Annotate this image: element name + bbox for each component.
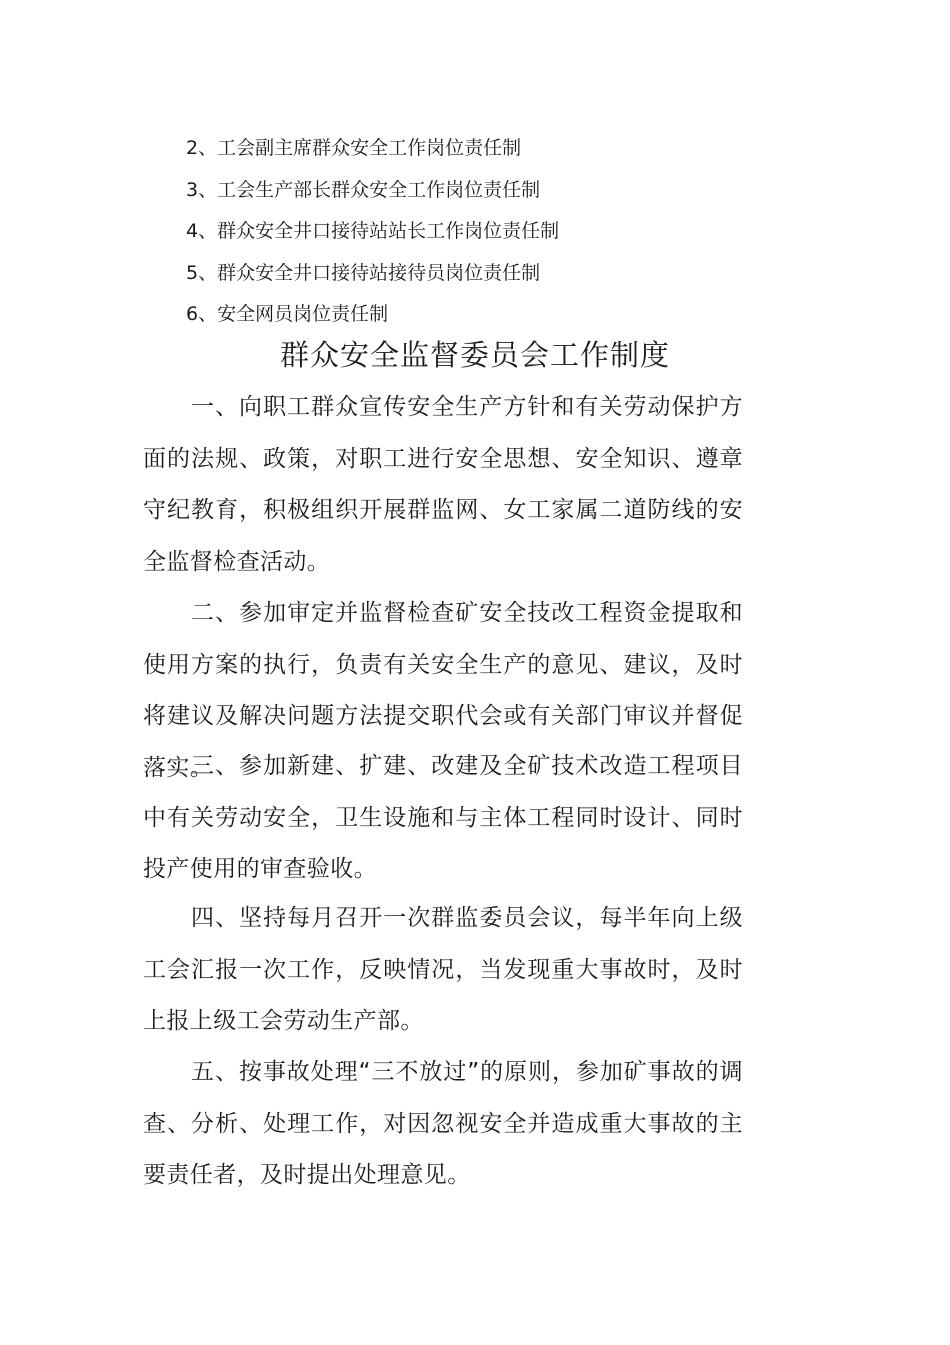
responsibility-list	[186, 128, 559, 336]
list-item: 4、群众安全井口接待站站长工作岗位责任制	[186, 220, 560, 242]
paragraph-1: 一、向职工群众宣传安全生产方针和有关劳动保护方面的法规、政策，对职工进行安全思想、安全知识、遵章守纪教育，积极组织开展群监网、女工家属二道防线的安全监督检查活动。	[143, 394, 743, 575]
list-item: 6、安全网员岗位责任制	[186, 303, 389, 325]
paragraph-2: 二、参加审定并监督检查矿安全技改工程资金提取和使用方案的执行，负责有关安全生产的意见、建议，及时将建议及解决问题方法提交职代会或有关部门审议并督促落实。	[143, 600, 743, 781]
list-item: 2、工会副主席群众安全工作岗位责任制	[186, 137, 522, 159]
list-item: 5、群众安全井口接待站接待员岗位责任制	[186, 261, 541, 284]
list-item: 3、工会生产部长群众安全工作岗位责任制	[186, 178, 541, 201]
paragraph-4: 四、坚持每月召开一次群监委员会议，每半年向上级工会汇报一次工作，反映情况，当发现重大事故时，及时上报上级工会劳动生产部。	[143, 905, 743, 1034]
paragraph-3: 三、参加新建、扩建、改建及全矿技术改造工程项目中有关劳动安全，卫生设施和与主体工程同时设计、同时投产使用的审查验收。	[143, 753, 743, 882]
paragraph-5: 五、按事故处理“三不放过”的原则，参加矿事故的调查、分析、处理工作，对因忽视安全并造成重大事故的主要责任者，及时提出处理意见。	[143, 1059, 743, 1188]
document-title: 群众安全监督委员会工作制度	[279, 338, 670, 372]
